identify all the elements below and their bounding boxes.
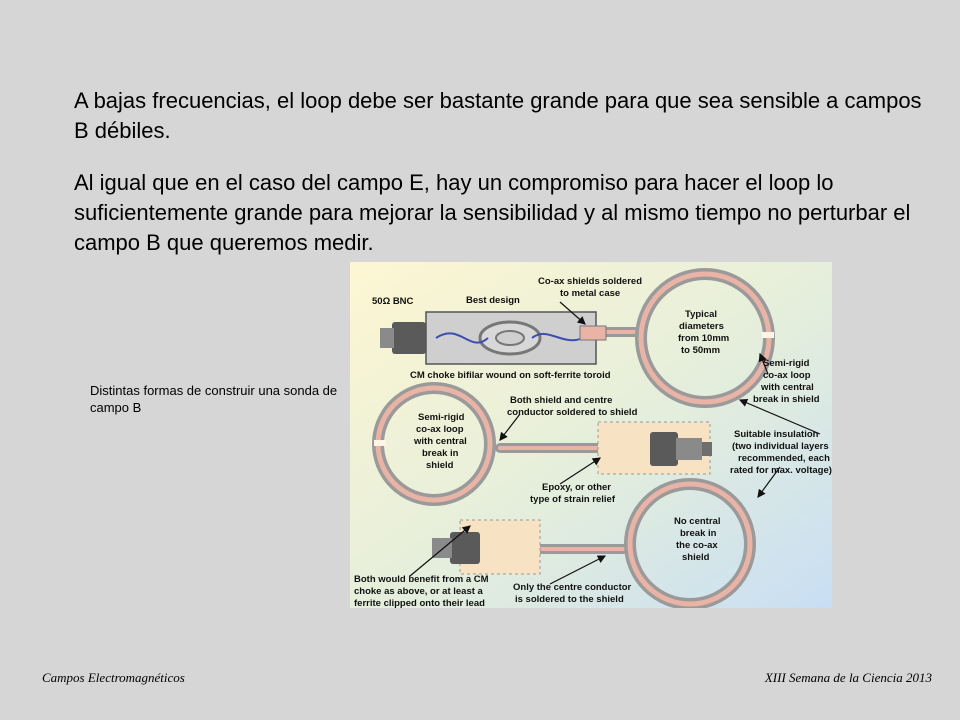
label-insulation-3: recommended, each [738, 453, 830, 464]
label-typical-2: diameters [679, 321, 724, 332]
label-both-shield-2: conductor soldered to shield [507, 407, 638, 418]
label-epoxy-2: type of strain relief [530, 494, 615, 505]
label-nobreak-2: break in [680, 528, 717, 539]
label-semi-left-5: shield [426, 460, 454, 471]
label-centre-2: is soldered to the shield [515, 594, 624, 605]
label-benefit-2: choke as above, or at least a [354, 586, 483, 597]
b-field-probe-diagram [350, 262, 832, 608]
paragraph-compromise: Al igual que en el caso del campo E, hay un compromiso para hacer el loop lo suficientemente grande para mejorar la sensibilidad y al mismo tiempo no perturbar el campo B que queremos medir. [74, 170, 911, 255]
label-semi-left-4: break in [422, 448, 459, 459]
label-best-design: Best design [466, 295, 520, 306]
label-nobreak-3: the co-ax [676, 540, 718, 551]
label-coax-shields-2: to metal case [560, 288, 621, 299]
label-coax-shields-1: Co-ax shields soldered [538, 276, 643, 287]
label-typical-3: from 10mm [678, 333, 730, 344]
footer-course-title: Campos Electromagnéticos [42, 670, 185, 685]
label-epoxy-1: Epoxy, or other [542, 482, 611, 493]
label-insulation-4: rated for max. voltage) [730, 465, 832, 476]
label-typical-1: Typical [685, 309, 718, 320]
footer-event-title: XIII Semana de la Ciencia 2013 [764, 670, 932, 685]
label-semi-left-2: co-ax loop [416, 424, 464, 435]
label-insulation-2: (two individual layers [732, 441, 829, 452]
label-semi-right-2: co-ax loop [763, 370, 811, 381]
label-semi-right-1: Semi-rigid [763, 358, 810, 369]
label-bnc: 50Ω BNC [372, 296, 414, 307]
label-nobreak-4: shield [682, 552, 710, 563]
label-nobreak-1: No central [674, 516, 721, 527]
label-semi-left-3: with central [414, 436, 467, 447]
label-semi-right-3: with central [761, 382, 814, 393]
label-insulation-1: Suitable insulation [734, 429, 819, 440]
label-benefit-1: Both would benefit from a CM [354, 574, 489, 585]
label-benefit-3: ferrite clipped onto their lead [354, 598, 485, 608]
label-both-shield-1: Both shield and centre [510, 395, 613, 406]
label-centre-1: Only the centre conductor [513, 582, 632, 593]
label-semi-right-4: break in shield [753, 394, 820, 405]
label-choke: CM choke bifilar wound on soft-ferrite toroid [410, 370, 611, 381]
label-typical-4: to 50mm [681, 345, 721, 356]
label-semi-left-1: Semi-rigid [418, 412, 465, 423]
paragraph-low-frequency: A bajas frecuencias, el loop debe ser bastante grande para que sea sensible a campos B débiles. [74, 88, 922, 143]
figure-caption: Distintas formas de construir una sonda de campo B [90, 383, 338, 415]
